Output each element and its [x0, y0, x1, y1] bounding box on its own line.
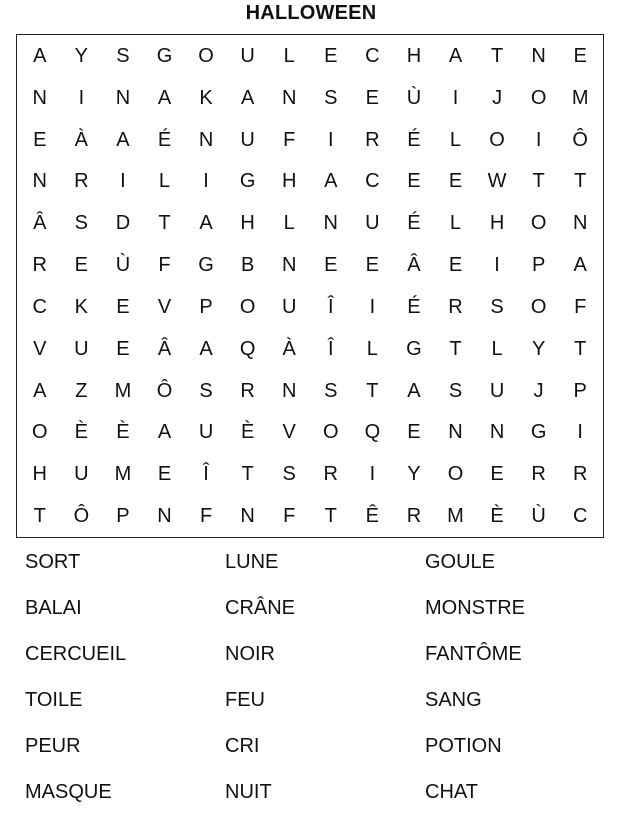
grid-letter: Q: [239, 337, 256, 360]
grid-letter: S: [324, 379, 338, 402]
grid-letter: À: [282, 337, 296, 360]
grid-letter: À: [74, 128, 89, 151]
grid-letter: I: [369, 295, 376, 318]
grid-letter: S: [324, 86, 338, 109]
grid-letter: A: [448, 44, 463, 67]
grid-letter: T: [574, 337, 587, 360]
grid-letter: Ô: [156, 379, 173, 402]
grid-letter: U: [365, 212, 380, 235]
grid-letter: A: [116, 128, 130, 151]
grid-letter: N: [198, 128, 214, 151]
word-list-item: CRÂNE: [225, 597, 296, 619]
grid-letter: N: [448, 421, 463, 444]
grid-letter: P: [573, 379, 587, 402]
word-list-item: NUIT: [225, 781, 272, 803]
grid-letter: A: [33, 379, 47, 402]
grid-letter: O: [447, 463, 464, 486]
grid-letter: Â: [33, 212, 47, 235]
grid-letter: È: [240, 421, 255, 444]
grid-letter: U: [74, 337, 89, 360]
grid-letter: R: [240, 379, 255, 402]
grid-letter: Z: [75, 379, 88, 402]
grid-letter: L: [283, 212, 295, 235]
grid-letter: E: [448, 254, 463, 277]
grid-letter: A: [33, 44, 47, 67]
grid-letter: M: [114, 379, 132, 402]
word-list-item: SORT: [25, 551, 81, 573]
grid-letter: M: [571, 86, 589, 109]
grid-letter: U: [240, 44, 255, 67]
grid-letter: H: [281, 170, 297, 193]
grid-letter: T: [574, 170, 587, 193]
grid-letter: M: [447, 505, 464, 528]
grid-letter: O: [32, 421, 48, 444]
grid-letter: E: [365, 254, 380, 277]
grid-letter: Î: [328, 295, 334, 318]
grid-letter: W: [487, 170, 507, 193]
grid-letter: F: [574, 295, 587, 318]
grid-letter: P: [199, 295, 213, 318]
grid-letter: Y: [407, 463, 421, 486]
grid-letter: C: [572, 505, 588, 528]
grid-letter: I: [452, 86, 459, 109]
grid-letter: E: [407, 170, 421, 193]
letter-grid: [16, 34, 604, 538]
grid-letter: N: [32, 170, 47, 193]
grid-letter: G: [198, 254, 214, 277]
grid-letter: I: [494, 254, 500, 277]
grid-letter: A: [199, 212, 213, 235]
grid-letter: I: [535, 128, 542, 151]
grid-letter: J: [533, 379, 544, 402]
grid-letter: G: [530, 421, 547, 444]
word-list: [25, 548, 605, 824]
grid-letter: S: [448, 379, 463, 402]
word-list-item: FEU: [225, 689, 265, 711]
grid-letter: Ê: [365, 505, 380, 528]
grid-letter: G: [406, 337, 422, 360]
grid-letter: L: [283, 44, 295, 67]
grid-letter: Â: [407, 254, 421, 277]
grid-letter: H: [32, 463, 47, 486]
grid-letter: O: [530, 295, 547, 318]
grid-letter: O: [239, 295, 256, 318]
grid-letter: E: [74, 254, 89, 277]
grid-letter: U: [240, 128, 255, 151]
grid-letter: U: [198, 421, 214, 444]
grid-letter: R: [448, 295, 463, 318]
grid-letter: N: [32, 86, 47, 109]
grid-letter: O: [489, 128, 505, 151]
puzzle-title: HALLOWEEN: [245, 2, 377, 24]
grid-letter: I: [328, 128, 334, 151]
grid-letter: I: [369, 463, 376, 486]
grid-letter: C: [365, 44, 380, 67]
word-list-item: PEUR: [25, 735, 81, 757]
grid-letter: H: [406, 44, 422, 67]
grid-letter: U: [281, 295, 297, 318]
grid-letter: Ô: [572, 128, 588, 151]
word-list-item: NOIR: [225, 643, 275, 665]
grid-letter: E: [407, 421, 421, 444]
grid-letter: É: [407, 128, 421, 151]
grid-letter: L: [158, 170, 171, 193]
grid-letter: I: [120, 170, 126, 193]
grid-letter: E: [324, 44, 338, 67]
grid-letter: É: [407, 212, 421, 235]
grid-letter: E: [324, 254, 338, 277]
grid-letter: E: [365, 86, 380, 109]
grid-letter: È: [116, 421, 130, 444]
grid-letter: F: [283, 128, 296, 151]
grid-letter: F: [158, 254, 171, 277]
grid-letter: G: [156, 44, 173, 67]
word-list-item: MONSTRE: [425, 597, 525, 619]
grid-letter: O: [530, 212, 547, 235]
grid-letter: T: [449, 337, 462, 360]
grid-letter: M: [114, 463, 132, 486]
grid-letter: K: [74, 295, 89, 318]
grid-letter: T: [158, 212, 171, 235]
grid-letter: Q: [364, 421, 381, 444]
grid-letter: L: [449, 212, 462, 235]
grid-letter: P: [531, 254, 546, 277]
grid-letter: È: [490, 505, 504, 528]
grid-letter: Ù: [531, 505, 546, 528]
grid-letter: T: [324, 505, 337, 528]
grid-letter: U: [74, 463, 89, 486]
grid-letter: C: [32, 295, 47, 318]
grid-letter: R: [323, 463, 338, 486]
grid-letter: R: [531, 463, 546, 486]
grid-letter: E: [448, 170, 463, 193]
word-list-item: POTION: [425, 735, 502, 757]
grid-letter: I: [577, 421, 583, 444]
grid-letter: Ô: [73, 505, 90, 528]
grid-letter: E: [116, 337, 130, 360]
grid-letter: N: [240, 505, 255, 528]
grid-letter: G: [239, 170, 256, 193]
grid-letter: E: [573, 44, 587, 67]
grid-letter: L: [366, 337, 378, 360]
grid-letter: J: [492, 86, 503, 109]
grid-letter: T: [33, 505, 46, 528]
grid-letter: A: [199, 337, 213, 360]
grid-letter: U: [489, 379, 505, 402]
word-list-item: CHAT: [425, 781, 478, 803]
grid-letter: H: [489, 212, 505, 235]
grid-letter: R: [406, 505, 422, 528]
grid-letter: A: [157, 86, 172, 109]
grid-letter: A: [407, 379, 421, 402]
grid-letter: N: [281, 254, 297, 277]
grid-letter: É: [157, 128, 172, 151]
grid-letter: L: [491, 337, 503, 360]
grid-letter: R: [74, 170, 89, 193]
grid-letter: S: [116, 44, 130, 67]
grid-letter: T: [241, 463, 254, 486]
grid-letter: Î: [203, 463, 209, 486]
grid-letter: N: [281, 379, 297, 402]
grid-letter: O: [530, 86, 547, 109]
grid-letter: S: [74, 212, 89, 235]
word-list-item: BALAI: [25, 597, 82, 619]
word-list-item: FANTÔME: [425, 643, 522, 665]
grid-letter: É: [407, 295, 421, 318]
word-list-item: SANG: [425, 689, 482, 711]
grid-letter: È: [74, 421, 89, 444]
grid-letter: I: [78, 86, 85, 109]
grid-letter: S: [282, 463, 296, 486]
grid-letter: E: [157, 463, 172, 486]
word-list-item: MASQUE: [25, 781, 112, 803]
word-list-item: LUNE: [225, 551, 279, 573]
grid-letter: C: [365, 170, 380, 193]
word-list-item: CERCUEIL: [25, 643, 127, 665]
grid-letter: N: [531, 44, 546, 67]
grid-letter: A: [157, 421, 172, 444]
grid-letter: O: [323, 421, 339, 444]
grid-letter: O: [198, 44, 214, 67]
grid-letter: N: [157, 505, 172, 528]
grid-letter: T: [366, 379, 379, 402]
grid-letter: L: [449, 128, 462, 151]
grid-letter: T: [490, 44, 504, 67]
grid-letter: R: [365, 128, 380, 151]
grid-letter: A: [573, 254, 587, 277]
grid-letter: Ù: [406, 86, 422, 109]
grid-letter: N: [323, 212, 338, 235]
grid-letter: Â: [157, 337, 172, 360]
grid-letter: P: [116, 505, 130, 528]
grid-letter: F: [283, 505, 296, 528]
grid-letter: N: [572, 212, 588, 235]
word-list-item: CRI: [225, 735, 260, 757]
grid-letter: Ù: [115, 254, 131, 277]
grid-letter: H: [240, 212, 255, 235]
grid-letter: N: [281, 86, 297, 109]
grid-letter: S: [199, 379, 213, 402]
grid-letter: N: [489, 421, 505, 444]
grid-letter: V: [282, 421, 296, 444]
grid-letter: Î: [328, 337, 334, 360]
word-list-item: TOILE: [25, 689, 83, 711]
grid-letter: R: [32, 254, 47, 277]
grid-letter: E: [33, 128, 47, 151]
grid-letter: E: [116, 295, 130, 318]
grid-letter: B: [240, 254, 255, 277]
grid-letter: V: [33, 337, 47, 360]
grid-letter: F: [199, 505, 213, 528]
grid-letter: T: [532, 170, 545, 193]
grid-letter: D: [115, 212, 131, 235]
grid-letter: I: [203, 170, 209, 193]
grid-letter: A: [324, 170, 338, 193]
word-list-item: GOULE: [425, 551, 496, 573]
grid-letter: E: [490, 463, 504, 486]
grid-letter: R: [572, 463, 588, 486]
grid-letter: Y: [74, 44, 89, 67]
grid-letter: Y: [531, 337, 546, 360]
grid-letter: A: [240, 86, 255, 109]
grid-letter: V: [157, 295, 172, 318]
grid-letter: K: [199, 86, 213, 109]
grid-letter: S: [490, 295, 504, 318]
grid-letter: N: [115, 86, 131, 109]
